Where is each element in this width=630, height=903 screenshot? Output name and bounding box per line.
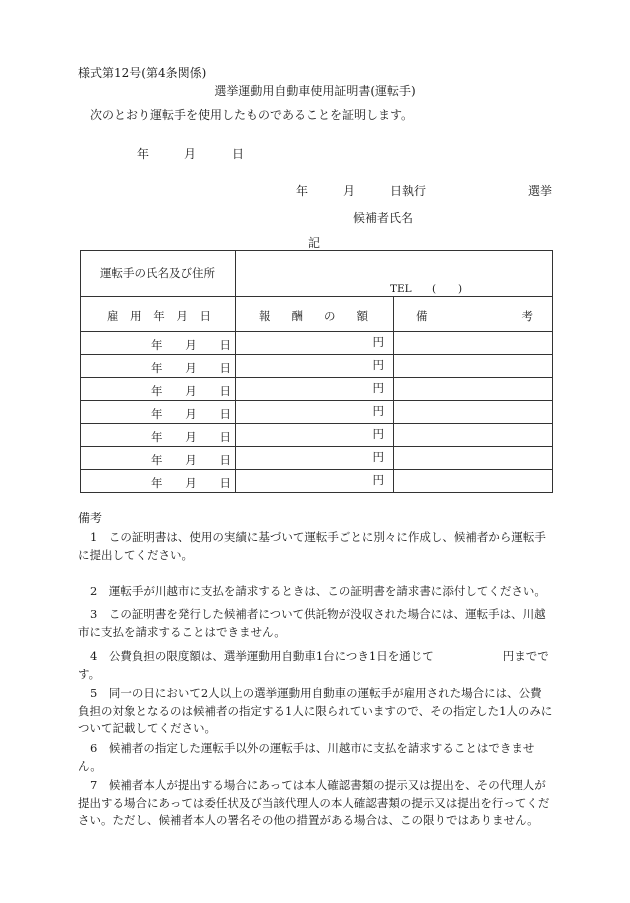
note-number: 3 <box>90 607 98 621</box>
row-month: 月 <box>185 338 197 352</box>
head-rem-1: 考 <box>521 309 533 323</box>
note-text: 運転手が川越市に支払を請求するときは、この証明書を請求書に添付してください。 <box>108 584 546 598</box>
driver-label-cell <box>81 251 236 297</box>
row-year: 年 <box>151 476 163 490</box>
table-row <box>81 355 553 378</box>
pay-amount-header <box>236 297 394 332</box>
row-year: 年 <box>151 361 163 375</box>
row-year: 年 <box>151 407 163 421</box>
head-rem-0: 備 <box>416 309 428 323</box>
head-emp-3: 月 <box>176 309 188 323</box>
head-pay-1: 酬 <box>291 309 303 323</box>
row-day: 日 <box>219 384 231 398</box>
table-row <box>81 470 553 493</box>
ki-label: 記 <box>308 236 321 250</box>
note-number: 4 <box>90 649 98 663</box>
row-remarks <box>394 378 553 401</box>
table-row <box>81 378 553 401</box>
head-emp-2: 年 <box>153 309 165 323</box>
driver-label: 運転手の氏名及び住所 <box>100 266 215 280</box>
table-row <box>81 401 553 424</box>
notes-heading: 備考 <box>78 511 103 525</box>
row-day: 日 <box>219 476 231 490</box>
row-yen: 円 <box>372 404 384 418</box>
note-item <box>78 777 553 830</box>
driver-row <box>81 251 553 297</box>
row-yen: 円 <box>372 358 384 372</box>
row-remarks <box>394 470 553 493</box>
row-day: 日 <box>219 407 231 421</box>
note-item <box>78 583 553 601</box>
document-title: 選挙運動用自動車使用証明書(運転手) <box>214 84 416 98</box>
exec-year: 年 <box>296 184 309 198</box>
row-day: 日 <box>219 453 231 467</box>
issue-date-month: 月 <box>184 147 197 161</box>
row-day: 日 <box>219 361 231 375</box>
row-year: 年 <box>151 430 163 444</box>
row-remarks <box>394 447 553 470</box>
head-pay-3: 額 <box>356 309 368 323</box>
note-text: 候補者の指定した運転手以外の運転手は、川越市に支払を請求することはできません。 <box>78 741 535 773</box>
table-row <box>81 332 553 355</box>
row-day: 日 <box>219 430 231 444</box>
election-label: 選挙 <box>528 184 553 198</box>
row-month: 月 <box>185 430 197 444</box>
table-row <box>81 447 553 470</box>
note-item <box>78 685 553 738</box>
row-year: 年 <box>151 384 163 398</box>
row-month: 月 <box>185 476 197 490</box>
note-item <box>78 740 553 775</box>
row-month: 月 <box>185 384 197 398</box>
tel-label: TEL <box>390 283 412 295</box>
head-emp-4: 日 <box>199 309 211 323</box>
note-number: 6 <box>90 741 98 755</box>
tel-paren-close: ) <box>458 283 463 295</box>
note-number: 7 <box>90 778 98 792</box>
note-number: 5 <box>90 686 98 700</box>
row-month: 月 <box>185 361 197 375</box>
candidate-name-label: 候補者氏名 <box>353 211 414 225</box>
issue-date-day: 日 <box>232 147 245 161</box>
row-remarks <box>394 332 553 355</box>
table-row <box>81 424 553 447</box>
row-yen: 円 <box>372 450 384 464</box>
issue-date-year: 年 <box>137 147 150 161</box>
note-number: 1 <box>90 530 98 544</box>
note-item <box>78 529 553 564</box>
head-emp-0: 雇 <box>107 309 119 323</box>
row-day: 日 <box>219 338 231 352</box>
row-year: 年 <box>151 453 163 467</box>
row-remarks <box>394 401 553 424</box>
head-pay-0: 報 <box>259 309 271 323</box>
note-text: この証明書を発行した候補者について供託物が没収された場合には、運転手は、川越市に支払を請求することはできません。 <box>78 607 546 639</box>
row-yen: 円 <box>372 381 384 395</box>
exec-day: 日執行 <box>390 184 427 198</box>
note-item <box>78 606 553 641</box>
row-remarks <box>394 355 553 378</box>
note-text: 候補者本人が提出する場合にあっては本人確認書類の提示又は提出を、その代理人が提出する場合にあっては委任状及び当該代理人の本人確認書類の提示又は提出を行ってください。ただし、候補者本人の署名その他の措置がある場合は、この限りではありません。 <box>78 778 550 827</box>
form-number: 様式第12号(第4条関係) <box>78 66 207 80</box>
driver-value-cell <box>236 251 553 297</box>
row-year: 年 <box>151 338 163 352</box>
row-yen: 円 <box>372 473 384 487</box>
note-number: 2 <box>90 584 98 598</box>
head-emp-1: 用 <box>130 309 142 323</box>
intro-text: 次のとおり運転手を使用したものであることを証明します。 <box>90 108 414 122</box>
usage-table <box>80 250 553 493</box>
note-text: 公費負担の限度額は、選挙運動用自動車1台につき1日を通じて 円までです。 <box>78 649 549 681</box>
note-text: この証明書は、使用の実績に基づいて運転手ごとに別々に作成し、候補者から運転手に提出してください。 <box>78 530 546 562</box>
row-yen: 円 <box>372 335 384 349</box>
note-item <box>78 648 553 683</box>
row-month: 月 <box>185 453 197 467</box>
exec-month: 月 <box>343 184 356 198</box>
row-remarks <box>394 424 553 447</box>
tel-paren-open: ( <box>432 283 437 295</box>
note-text: 同一の日において2人以上の選挙運動用自動車の運転手が雇用された場合には、公費負担の対象となるのは候補者の指定する1人に限られていますので、その指定した1人のみについて記載してください。 <box>78 686 553 735</box>
header-row <box>81 297 553 332</box>
row-month: 月 <box>185 407 197 421</box>
employment-date-header <box>81 297 236 332</box>
row-yen: 円 <box>372 427 384 441</box>
head-pay-2: の <box>324 309 336 323</box>
remarks-header <box>394 297 553 332</box>
